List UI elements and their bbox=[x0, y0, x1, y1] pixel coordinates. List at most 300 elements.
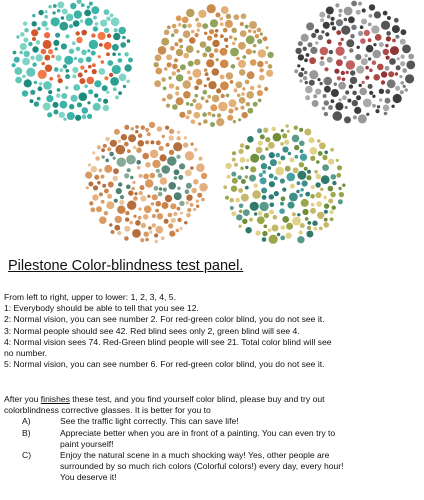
plate-dot bbox=[332, 181, 336, 185]
plate-dot bbox=[241, 13, 247, 19]
plate-dot bbox=[342, 184, 345, 187]
plate-dot bbox=[80, 19, 83, 22]
plate-dot bbox=[240, 22, 244, 26]
plate-dot bbox=[207, 95, 211, 99]
plate-dot bbox=[273, 133, 282, 142]
plate-dot bbox=[155, 226, 163, 234]
plate-dot bbox=[57, 88, 61, 92]
plate-dot bbox=[87, 101, 90, 104]
plate-dot bbox=[361, 19, 367, 25]
plate-dot bbox=[158, 192, 163, 197]
plate-dot bbox=[227, 175, 231, 179]
plate-dot bbox=[41, 49, 47, 55]
plate-dot bbox=[313, 94, 317, 98]
plate-dot bbox=[37, 27, 40, 30]
plate-dot bbox=[350, 34, 355, 39]
plate-dot bbox=[338, 82, 346, 90]
plate-dot bbox=[231, 211, 236, 216]
plate-dot bbox=[297, 213, 300, 216]
plate-dot bbox=[195, 94, 199, 98]
plate-dot bbox=[259, 68, 263, 72]
plate-dot bbox=[207, 4, 216, 13]
plate-dot bbox=[76, 37, 82, 43]
plate-dot bbox=[301, 68, 305, 72]
plate-dot bbox=[14, 57, 20, 63]
plate-dot bbox=[37, 97, 41, 101]
plate-dot bbox=[105, 137, 109, 141]
plate-dot bbox=[56, 93, 60, 97]
plate-dot bbox=[391, 105, 394, 108]
plate-dot bbox=[183, 30, 191, 38]
plate-5 bbox=[223, 124, 345, 244]
plate-dot bbox=[160, 154, 167, 161]
plate-dot bbox=[152, 160, 160, 168]
plate-dot bbox=[323, 22, 330, 29]
plate-dot bbox=[32, 21, 37, 26]
plate-dot bbox=[113, 87, 117, 91]
plate-dot bbox=[344, 18, 348, 22]
plate-dot bbox=[41, 21, 47, 27]
plate-dot bbox=[216, 13, 221, 18]
plate-dot bbox=[292, 217, 301, 226]
plate-dot bbox=[336, 47, 345, 56]
plate-dot bbox=[106, 91, 109, 94]
plate-dot bbox=[220, 81, 229, 90]
plate-dot bbox=[158, 173, 163, 178]
plate-dot bbox=[124, 236, 129, 241]
plate-dot bbox=[250, 59, 257, 66]
plate-dot bbox=[280, 236, 285, 241]
plate-dot bbox=[114, 129, 120, 135]
plate-dot bbox=[159, 187, 162, 190]
plate-dot bbox=[294, 145, 299, 150]
plate-dot bbox=[282, 133, 287, 138]
plate-dot bbox=[164, 30, 170, 36]
plate-dot bbox=[346, 39, 354, 47]
plate-dot bbox=[240, 30, 247, 37]
plate-dot bbox=[72, 74, 76, 78]
plate-dot bbox=[195, 33, 199, 37]
plate-dot bbox=[258, 99, 262, 103]
plate-dot bbox=[81, 50, 87, 56]
plate-dot bbox=[288, 152, 292, 156]
plate-dot bbox=[362, 8, 366, 12]
plate-dot bbox=[38, 86, 43, 91]
plate-dot bbox=[124, 173, 129, 178]
plate-dot bbox=[204, 32, 207, 35]
plate-dot bbox=[253, 30, 256, 33]
plate-dot bbox=[238, 225, 241, 228]
plate-dot bbox=[232, 178, 238, 184]
plate-dot bbox=[104, 9, 110, 15]
plate-dot bbox=[114, 199, 118, 203]
plate-dot bbox=[167, 26, 171, 30]
plate-dot bbox=[234, 37, 237, 40]
plate-dot bbox=[132, 229, 141, 238]
plate-dot bbox=[115, 95, 119, 99]
plate-dot bbox=[315, 182, 320, 187]
plate-dot bbox=[178, 38, 183, 43]
plate-dot bbox=[272, 225, 279, 232]
plate-dot bbox=[112, 44, 119, 51]
plate-dot bbox=[55, 33, 60, 38]
list-line: See the traffic light correctly. This can save life! bbox=[60, 416, 239, 427]
plate-dot bbox=[280, 156, 285, 161]
plate-dot bbox=[192, 99, 196, 103]
plate-dot bbox=[238, 42, 246, 50]
plate-dot bbox=[295, 48, 301, 54]
plate-dot bbox=[174, 192, 182, 200]
plate-dot bbox=[71, 95, 78, 102]
plate-dot bbox=[287, 130, 290, 133]
plate-dot bbox=[198, 122, 201, 125]
plate-dot bbox=[384, 112, 388, 116]
plate-dot bbox=[170, 203, 176, 209]
plate-dot bbox=[240, 167, 243, 170]
plate-dot bbox=[300, 223, 305, 228]
plate-dot bbox=[207, 36, 212, 41]
plate-dot bbox=[394, 18, 399, 23]
plate-dot bbox=[161, 165, 170, 174]
plate-dot bbox=[400, 81, 404, 85]
plate-dot bbox=[342, 95, 347, 100]
plate-dot bbox=[20, 32, 25, 37]
plate-dot bbox=[239, 97, 246, 104]
plate-dot bbox=[200, 41, 207, 48]
plate-dot bbox=[74, 57, 77, 60]
plate-dot bbox=[45, 27, 48, 30]
plate-dot bbox=[51, 17, 60, 26]
plate-dot bbox=[270, 159, 277, 166]
plate-dot bbox=[285, 166, 291, 172]
plate-dot bbox=[349, 48, 353, 52]
plate-dot bbox=[99, 192, 103, 196]
plate-dot bbox=[393, 94, 402, 103]
plate-dot bbox=[190, 166, 194, 170]
plate-dot bbox=[242, 87, 245, 90]
plate-dot bbox=[255, 230, 260, 235]
plate-dot bbox=[268, 166, 272, 170]
plate-dot bbox=[136, 147, 142, 153]
plate-dot bbox=[249, 175, 256, 182]
plate-dot bbox=[316, 160, 320, 164]
plate-dot bbox=[46, 95, 53, 102]
plate-dot bbox=[351, 1, 357, 7]
plate-dot bbox=[241, 106, 245, 110]
plate-dot bbox=[404, 88, 408, 92]
plate-dot bbox=[101, 148, 105, 152]
plate-dot bbox=[118, 27, 126, 35]
plate-dot bbox=[128, 58, 133, 63]
plate-dot bbox=[265, 147, 269, 151]
plate-dot bbox=[300, 149, 304, 153]
plate-dot bbox=[116, 145, 126, 155]
plate-dot bbox=[331, 17, 335, 21]
plate-dot bbox=[344, 116, 351, 123]
list-marker: C) bbox=[22, 449, 32, 460]
plate-dot bbox=[266, 70, 273, 77]
plate-dot bbox=[127, 39, 131, 43]
plate-dot bbox=[177, 69, 181, 73]
plate-dot bbox=[379, 98, 382, 101]
plate-dot bbox=[226, 72, 233, 79]
plate-dot bbox=[69, 49, 74, 54]
plate-dot bbox=[315, 29, 319, 33]
plate-dot bbox=[22, 58, 30, 66]
plate-dot bbox=[320, 18, 324, 22]
plate-dot bbox=[366, 113, 369, 116]
plate-dot bbox=[133, 146, 137, 150]
list-line: surrounded by so much rich colors (Colorful colors!) every day, every hour! bbox=[60, 461, 344, 472]
plate-dot bbox=[177, 131, 180, 134]
plate-dot bbox=[335, 3, 339, 7]
plate-dot bbox=[110, 13, 114, 17]
plate-dot bbox=[388, 71, 394, 77]
plate-dot bbox=[87, 49, 90, 52]
plate-dot bbox=[221, 94, 225, 98]
plate-dot bbox=[189, 37, 196, 44]
plate-dot bbox=[324, 100, 329, 105]
plate-dot bbox=[224, 38, 228, 42]
plate-dot bbox=[116, 188, 122, 194]
plate-dot bbox=[246, 102, 250, 106]
plate-dot bbox=[327, 57, 333, 63]
plate-dot bbox=[220, 34, 224, 38]
list-line: Enjoy the natural scene in a much shocking way! Yes, other people are bbox=[60, 449, 330, 460]
plate-dot bbox=[168, 213, 173, 218]
plate-dot bbox=[193, 179, 199, 185]
plate-dot bbox=[141, 125, 145, 129]
plate-dot bbox=[304, 129, 311, 136]
plate-dot bbox=[257, 39, 262, 44]
plate-dot bbox=[94, 175, 99, 180]
plate-dot bbox=[117, 158, 126, 167]
answers-line: 3: Normal people should see 42. Red blind sees only 2, green blind will see 4. bbox=[4, 325, 300, 336]
plate-dot bbox=[128, 190, 133, 195]
plate-dot bbox=[84, 10, 91, 17]
plate-dot bbox=[260, 177, 267, 184]
plate-dot bbox=[69, 104, 74, 109]
plate-dot bbox=[142, 153, 149, 160]
plate-dot bbox=[84, 84, 88, 88]
plate-dot bbox=[150, 173, 156, 179]
plate-dot bbox=[124, 142, 129, 147]
plate-dot bbox=[333, 111, 343, 121]
plate-dot bbox=[190, 203, 194, 207]
plate-dot bbox=[338, 14, 341, 17]
plate-dot bbox=[138, 133, 143, 138]
plate-dot bbox=[102, 155, 105, 158]
plate-dot bbox=[186, 45, 194, 53]
plate-dot bbox=[34, 81, 37, 84]
plate-dot bbox=[232, 158, 236, 162]
plate-dot bbox=[347, 99, 351, 103]
plate-dot bbox=[324, 151, 328, 155]
plate-dot bbox=[299, 79, 302, 82]
plate-dot bbox=[107, 147, 111, 151]
plate-dot bbox=[245, 227, 251, 233]
plate-dot bbox=[338, 42, 342, 46]
plate-dot bbox=[30, 90, 35, 95]
plate-dot bbox=[297, 64, 300, 67]
plate-dot bbox=[172, 24, 177, 29]
plate-dot bbox=[218, 102, 228, 112]
plate-dot bbox=[249, 218, 253, 222]
plate-dot bbox=[253, 102, 258, 107]
plate-dot bbox=[65, 74, 70, 79]
plate-dot bbox=[346, 71, 349, 74]
plate-dot bbox=[176, 15, 182, 21]
plate-dot bbox=[149, 122, 155, 128]
plate-dot bbox=[191, 119, 196, 124]
plate-dot bbox=[98, 98, 102, 102]
plate-dot bbox=[176, 97, 184, 105]
plate-dot bbox=[307, 226, 311, 230]
plate-dot bbox=[322, 155, 327, 160]
plate-dot bbox=[201, 173, 207, 179]
plate-dot bbox=[212, 40, 219, 47]
plate-dot bbox=[248, 108, 254, 114]
plate-dot bbox=[296, 190, 299, 193]
plate-dot bbox=[329, 50, 333, 54]
plate-dot bbox=[110, 140, 117, 147]
plate-dot bbox=[226, 14, 231, 19]
plate-dot bbox=[175, 86, 179, 90]
plate-dot bbox=[339, 192, 344, 197]
plate-dot bbox=[267, 52, 273, 58]
plate-dot bbox=[392, 39, 396, 43]
plate-dot bbox=[167, 156, 176, 165]
plate-dot bbox=[111, 17, 120, 26]
plate-dot bbox=[323, 94, 327, 98]
plate-dot bbox=[328, 105, 333, 110]
plate-dot bbox=[365, 76, 369, 80]
plate-dot bbox=[109, 73, 113, 77]
plate-dot bbox=[98, 32, 106, 40]
plate-dot bbox=[328, 159, 334, 165]
plate-dot bbox=[280, 202, 284, 206]
plate-dot bbox=[311, 203, 315, 207]
plate-dot bbox=[401, 29, 407, 35]
plate-dot bbox=[172, 64, 178, 70]
plate-dot bbox=[172, 104, 178, 110]
plate-dot bbox=[242, 55, 246, 59]
plate-dot bbox=[178, 23, 182, 27]
plate-dot bbox=[179, 112, 185, 118]
plate-dot bbox=[282, 146, 288, 152]
plate-dot bbox=[247, 136, 254, 143]
plate-dot bbox=[361, 58, 368, 65]
plate-dot bbox=[188, 61, 194, 67]
plate-dot bbox=[166, 104, 170, 108]
plate-dot bbox=[332, 206, 336, 210]
plate-dot bbox=[201, 198, 204, 201]
plate-dot bbox=[306, 53, 310, 57]
plate-dot bbox=[162, 135, 165, 138]
plate-dot bbox=[104, 42, 112, 50]
plate-dot bbox=[390, 46, 399, 55]
plate-dot bbox=[338, 199, 343, 204]
plate-dot bbox=[187, 208, 191, 212]
plate-dot bbox=[317, 212, 324, 219]
plate-dot bbox=[76, 47, 81, 52]
plate-dot bbox=[258, 141, 263, 146]
plate-dot bbox=[312, 100, 319, 107]
plate-dot bbox=[304, 167, 308, 171]
plate-dot bbox=[397, 57, 400, 60]
plate-dot bbox=[169, 83, 174, 88]
plate-dot bbox=[57, 1, 64, 8]
plate-dot bbox=[268, 142, 275, 149]
plate-dot bbox=[302, 209, 308, 215]
plate-dot bbox=[184, 221, 187, 224]
plate-dot bbox=[359, 88, 367, 96]
plate-dot bbox=[210, 19, 218, 27]
plate-dot bbox=[92, 63, 96, 67]
plate-dot bbox=[269, 181, 275, 187]
plate-dot bbox=[225, 163, 231, 169]
plate-dot bbox=[44, 10, 47, 13]
plate-dot bbox=[372, 60, 377, 65]
plate-dot bbox=[139, 174, 143, 178]
plate-dot bbox=[43, 103, 51, 111]
page-title: Pilestone Color-blindness test panel. bbox=[8, 258, 244, 274]
plate-dot bbox=[77, 0, 82, 4]
answers-line: 2: Normal vision, you can see number 2. For red-green color blind, you do not see it. bbox=[4, 314, 325, 325]
plate-dot bbox=[281, 196, 286, 201]
plate-dot bbox=[185, 151, 194, 160]
plate-dot bbox=[239, 69, 246, 76]
plate-dot bbox=[119, 74, 127, 82]
plate-dot bbox=[233, 88, 237, 92]
plate-dot bbox=[175, 91, 179, 95]
plate-dot bbox=[158, 46, 167, 55]
plate-dot bbox=[155, 68, 162, 75]
plate-dot bbox=[301, 199, 309, 207]
plate-dot bbox=[223, 185, 227, 189]
plate-dot bbox=[270, 203, 275, 208]
plate-dot bbox=[69, 24, 73, 28]
plate-dot bbox=[31, 29, 38, 36]
plate-dot bbox=[381, 21, 390, 30]
plate-dot bbox=[191, 143, 194, 146]
plate-dot bbox=[321, 175, 330, 184]
plate-dot bbox=[191, 30, 195, 34]
plate-dot bbox=[320, 47, 329, 56]
plate-dot bbox=[204, 68, 207, 71]
plate-dot bbox=[215, 29, 219, 33]
plate-dot bbox=[170, 46, 175, 51]
plate-dot bbox=[88, 182, 93, 187]
plate-dot bbox=[143, 214, 149, 220]
plate-dot bbox=[53, 40, 59, 46]
plate-dot bbox=[252, 190, 261, 199]
plate-dot bbox=[277, 233, 280, 236]
plate-dot bbox=[32, 62, 36, 66]
plate-dot bbox=[88, 163, 91, 166]
plate-dot bbox=[241, 179, 246, 184]
plate-dot bbox=[196, 200, 199, 203]
plate-dot bbox=[239, 149, 244, 154]
plate-dot bbox=[220, 22, 224, 26]
plate-dot bbox=[184, 136, 187, 139]
plate-dot bbox=[341, 71, 345, 75]
plate-dot bbox=[305, 86, 313, 94]
plate-dot bbox=[279, 208, 285, 214]
plate-dot bbox=[143, 174, 149, 180]
plate-dot bbox=[386, 56, 390, 60]
plate-dot bbox=[30, 99, 34, 103]
